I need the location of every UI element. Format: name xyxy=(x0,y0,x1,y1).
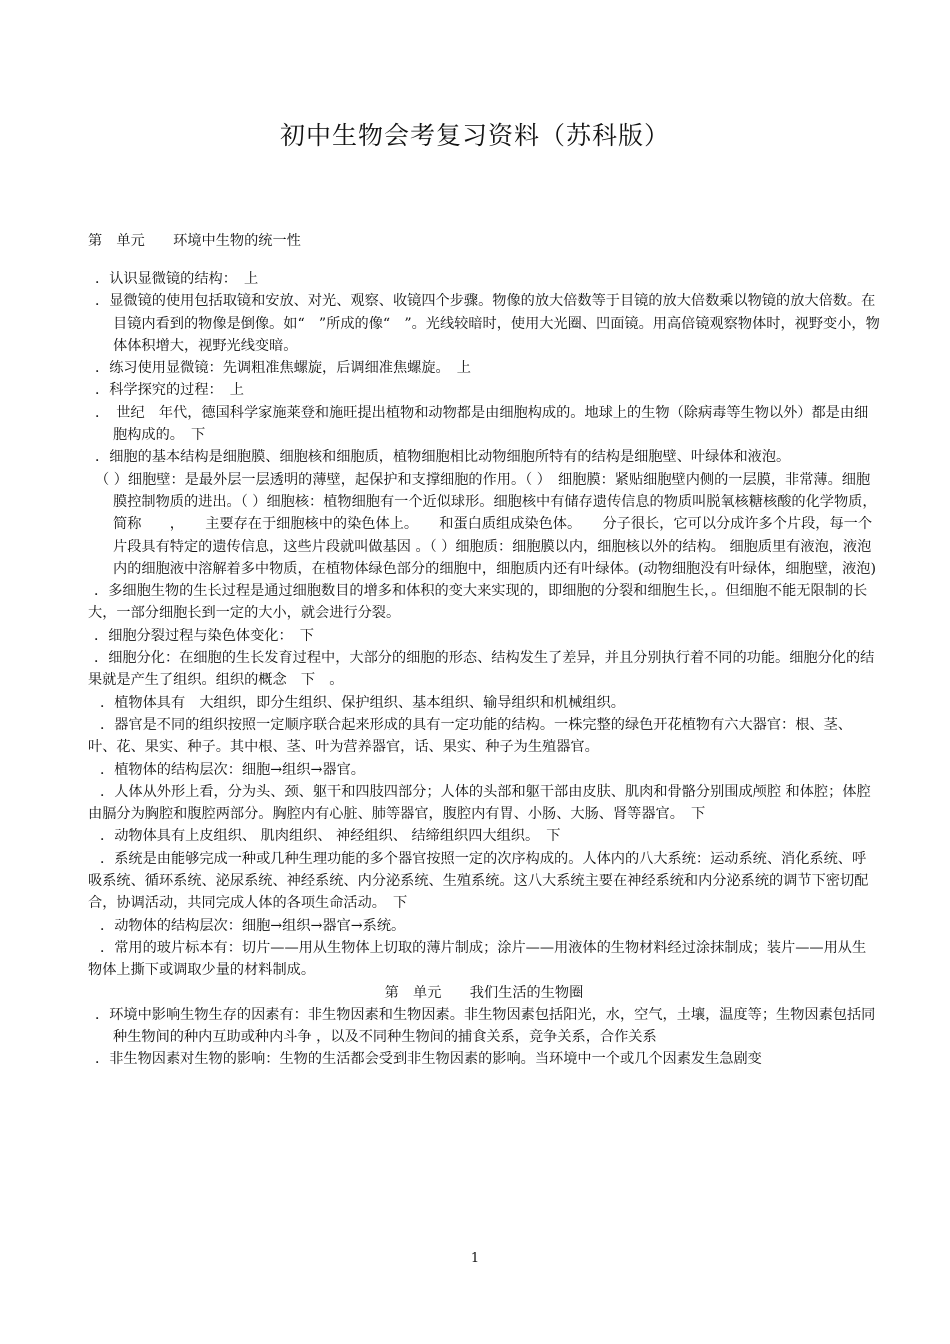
paragraph: ．动物体具有上皮组织、 肌肉组织、 神经组织、 结缔组织四大组织。 下 xyxy=(100,828,561,845)
page-number: 1 xyxy=(470,1251,480,1266)
paragraph: ．多细胞生物的生长过程是通过细胞数目的增多和体积的变大来实现的，即细胞的分裂和细胞生长，。但细胞不能无限制的长大，一部分细胞长到一定的大小，就会进行分裂。 xyxy=(88,583,868,622)
paragraph: ．系统是由能够完成一种或几种生理功能的多个器官按照一定的次序构成的。人体内的八大系统：运动系统、消化系统、呼吸系统、循环系统、泌尿系统、神经系统、内分泌系统、生殖系统。这八大系统主要在神经系统和内分泌系统的调节下密切配合，协调活动，共同完成人体的各项生命活动。 下 xyxy=(88,850,869,912)
paragraph: ．人体从外形上看，分为头、颈、躯干和四肢四部分；人体的头部和躯干部由皮肤、肌肉和骨骼分别围成颅腔 和体腔；体腔由膈分为胸腔和腹腔两部分。胸腔内有心脏、肺等器官，腹腔内有胃、小肠、大肠、肾等器官。 下 xyxy=(88,783,871,823)
paragraph: ．细胞的基本结构是细胞膜、细胞核和细胞质，植物细胞相比动物细胞所特有的结构是细胞壁、叶绿体和液泡。 xyxy=(95,449,791,466)
paragraph: （ ）细胞壁：是最外层一层透明的薄壁，起保护和支撑细胞的作用。（ ） 细胞膜：紧贴细胞壁内侧的一层膜，非常薄。细胞膜控制物质的进出。（ ）细胞核：植物细胞有一个近似球形。细胞核中有储存遗传信息的物质叫脱氧核糖核酸的化学物质，简称 ， 主要存在于细胞核中的染色体上。 和蛋白质组成染色体。 分子很长，它可以分成许多个片段，每一个片段具有特定的遗传信息，这些片段就叫做基因 。（ ）细胞质：细胞膜以内，细胞核以外的结构。 细胞质里有液泡，液泡内的细胞液中溶解着多中物质，在植物体绿色部分的细胞中，细胞质内还有叶绿体。(动物细胞没有叶绿体，细胞壁，液泡) xyxy=(95,471,877,577)
paragraph: ．认识显微镜的结构： 上 xyxy=(95,271,259,287)
document-title: 初中生物会考复习资料（苏科版） xyxy=(279,121,670,150)
section-2-paragraphs xyxy=(88,1004,880,1071)
paragraph: ．显微镜的使用包括取镜和安放、对光、观察、收镜四个步骤。物像的放大倍数等于目镜的放大倍数乘以物镜的放大倍数。在目镜内看到的物像是倒像。如“ ”所成的像“ ”。光线较暗时，使用大光圈、凹面镜。用高倍镜观察物体时，视野变小，物体体积增大，视野光线变暗。 xyxy=(95,293,880,354)
section-heading-1: 第 单元 环境中生物的统一性 xyxy=(88,233,301,249)
paragraph: ． 世纪 年代，德国科学家施莱登和施旺提出植物和动物都是由细胞构成的。地球上的生物（除病毒等生物以外）都是由细胞构成的。 下 xyxy=(95,404,869,444)
paragraph: ．细胞分裂过程与染色体变化： 下 xyxy=(94,627,314,644)
paragraph: ．植物体具有 大组织，即分生组织、保护组织、基本组织、输导组织和机械组织。 xyxy=(100,694,625,711)
paragraph: ．练习使用显微镜：先调粗准焦螺旋，后调细准焦螺旋。 上 xyxy=(95,360,471,377)
paragraph: ．器官是不同的组织按照一定顺序联合起来形成的具有一定功能的结构。一株完整的绿色开花植物有六大器官：根、茎、叶、花、果实、种子。其中根、茎、叶为营养器官，话、果实、种子为生殖器官。 xyxy=(88,716,852,756)
document-body xyxy=(88,230,880,1071)
paragraph: ．常用的玻片标本有：切片——用从生物体上切取的薄片制成；涂片——用液体的生物材料经过涂抹制成；装片——用从生物体上撕下或调取少量的材料制成。 xyxy=(88,939,867,979)
paragraph: ．细胞分化：在细胞的生长发育过程中，大部分的细胞的形态、结构发生了差异，并且分别执行着不同的功能。细胞分化的结果就是产生了组织。组织的概念 下 。 xyxy=(88,650,875,689)
paragraph: ．动物体的结构层次：细胞→组织→器官→系统。 xyxy=(100,917,406,934)
paragraph: ．非生物因素对生物的影响：生物的生活都会受到非生物因素的影响。当环境中一个或几个因素发生急剧变 xyxy=(95,1051,762,1068)
section-heading-2: 第 单元 我们生活的生物圈 xyxy=(384,984,584,1001)
section-1-paragraphs xyxy=(88,268,880,982)
paragraph: ．植物体的结构层次：细胞→组织→器官。 xyxy=(100,761,365,778)
paragraph: ．环境中影响生物生存的因素有：非生物因素和生物因素。非生物因素包括阳光，水，空气，土壤，温度等；生物因素包括同种生物间的种内互助或种内斗争 ，以及不同种生物间的捕食关系，竞争关系，合作关系 xyxy=(95,1006,876,1046)
paragraph: ．科学探究的过程： 上 xyxy=(95,382,244,399)
